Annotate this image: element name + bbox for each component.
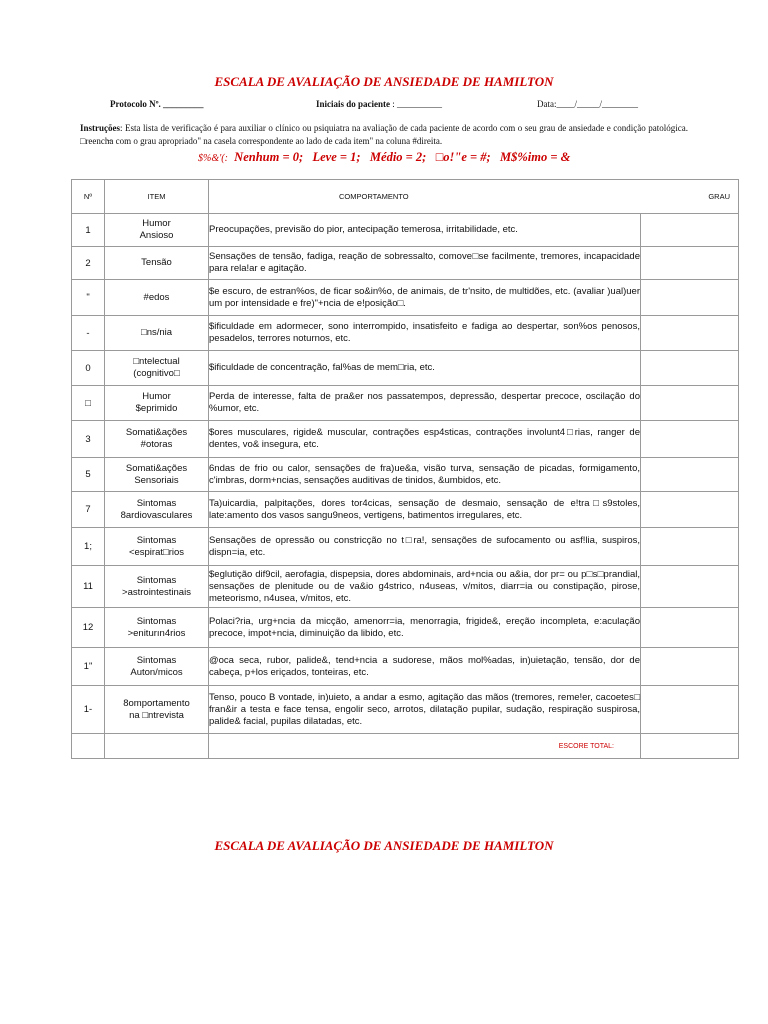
hamilton-table	[71, 179, 739, 759]
grade-cell[interactable]	[641, 686, 739, 734]
table-row: 1" Sintomas Auton/micos @oca seca, rubor, palide&, tend+ncia a sudorese, mãos mol%adas, in)uietação, tensão, dor de cabeça, p+los eriçados, tonteiras, etc.	[72, 648, 739, 686]
table-row: 11 Sintomas >astrointestinais $eglutição dif9cil, aerofagia, dispepsia, dores abdominais, ard+ncia ou a&ia, dor pr= ou p□s□prandial, sensações de plenitude ou de va&io g4strico, n4useas, v/mitos, diarr=ia ou constipação, pirose, meteorismo, n4usea, v/mitos, etc.	[72, 566, 739, 608]
grade-cell[interactable]	[641, 316, 739, 351]
grade-cell[interactable]	[641, 608, 739, 648]
table-row: 2 Tensão Sensações de tensão, fadiga, reação de sobressalto, comove□se facilmente, tremores, incapacidade para rela!ar e agitação.	[72, 247, 739, 280]
page-title: ESCALA DE AVALIAÇÃO DE ANSIEDADE DE HAMILTON	[214, 74, 554, 89]
grade-cell[interactable]	[641, 280, 739, 316]
table-row: 1- 8omportamento na □ntrevista Tenso, pouco B vontade, in)uieto, a andar a esmo, agitação das mãos (tremores, reme!er, cacoetes□ fran&ir a testa e face tensa, engolir seco, arrotos, dilatação pupilar, sudação, respiração suspirosa, palide& facial, pupilas dilatadas, etc.	[72, 686, 739, 734]
table-header-row	[72, 180, 739, 214]
table-row: 7 Sintomas 8ardiovasculares Ta)uicardia, palpitações, dores tor4cicas, sensação de desmaio, sensação de e!tra□s9stoles, late:amento dos vasos sangu9neos, vertigens, batimentos irregulares, etc.	[72, 492, 739, 528]
table-row: □ Humor $eprimido Perda de interesse, falta de pra&er nos passatempos, depressão, despertar precoce, oscilação do %umor, etc.	[72, 386, 739, 421]
grade-cell[interactable]	[641, 386, 739, 421]
page-title-repeat: ESCALA DE AVALIAÇÃO DE ANSIEDADE DE HAMILTON	[214, 838, 554, 853]
header-grade: GRAU	[708, 192, 731, 201]
scale-legend: $%&'(: Nenhum = 0; Leve = 1; Médio = 2; □o!"e = #; M$%imo = &	[198, 150, 571, 164]
header-behavior: COMPORTAMENTO	[339, 192, 409, 201]
grade-cell[interactable]	[641, 247, 739, 280]
grade-cell[interactable]	[641, 214, 739, 247]
header-item: ITEM	[105, 180, 209, 214]
grade-cell[interactable]	[641, 566, 739, 608]
table-row: " #edos $e escuro, de estran%os, de ficar so&in%o, de animais, de tr'nsito, de multidões, etc. (avaliar )ual)uer um por intensidade e fre)"+ncia de e!posição□.	[72, 280, 739, 316]
table-row: 0 □ntelectual (cognitivo□ $ificuldade de concentração, fal%as de mem□ria, etc.	[72, 351, 739, 386]
table-row: 12 Sintomas >eniturın4rios Polaci?ria, urg+ncia da micção, amenorr=ia, menorragia, frigide&, ereção incompleta, e:aculação precoce, impot+ncia, diminuição da libido, etc.	[72, 608, 739, 648]
total-row	[72, 734, 739, 759]
protocol-field[interactable]: Protocolo Nº. _________	[110, 99, 204, 109]
instructions-text: Instruções: Esta lista de verificação é para auxiliar o clínico ou psiquiatra na avaliação de cada paciente de acordo com o seu grau de ansiedade e condição patológica. □reench̶a com o grau apropriado" na casela correspondente ao lado de cada item" na coluna #direita.	[80, 123, 688, 146]
table-row: 5 Somati&ações Sensoriais 6ndas de frio ou calor, sensações de fra)ue&a, visão turva, sensação de picadas, formigamento, c'imbras, dorm+ncias, sensações auditivas de tinidos, &umbidos, etc.	[72, 458, 739, 492]
instructions-label: Instruções	[80, 123, 120, 133]
total-label: ESCORE TOTAL:	[209, 734, 641, 759]
grade-cell[interactable]	[641, 421, 739, 458]
initials-field[interactable]: Iniciais do paciente : __________	[316, 99, 443, 109]
header-num: Nº	[72, 180, 105, 214]
header-behavior-grade	[209, 180, 739, 214]
grade-cell[interactable]	[641, 648, 739, 686]
table-row: 3 Somati&ações #otoras $ores musculares, rigide& muscular, contrações esp4sticas, contrações involunt4□rias, ranger de dentes, vo& insegura, etc.	[72, 421, 739, 458]
table-row: 1 Humor Ansioso Preocupações, previsão do pior, antecipação temerosa, irritabilidade, etc.	[72, 214, 739, 247]
table-row: 1; Sintomas <espirat□rios Sensações de opressão ou constricção no t□ra!, sensações de sufocamento ou asf!lia, suspiros, dispn=ia, etc.	[72, 528, 739, 566]
grade-cell[interactable]	[641, 351, 739, 386]
grade-cell[interactable]	[641, 458, 739, 492]
grade-cell[interactable]	[641, 492, 739, 528]
total-value-cell[interactable]	[641, 734, 739, 759]
date-field[interactable]: Data:____/_____/________	[537, 99, 638, 109]
grade-cell[interactable]	[641, 528, 739, 566]
table-row: - □ns/nia $ificuldade em adormecer, sono interrompido, insatisfeito e fadiga ao despertar, son%os penosos, pesadelos, terrores noturnos, etc.	[72, 316, 739, 351]
